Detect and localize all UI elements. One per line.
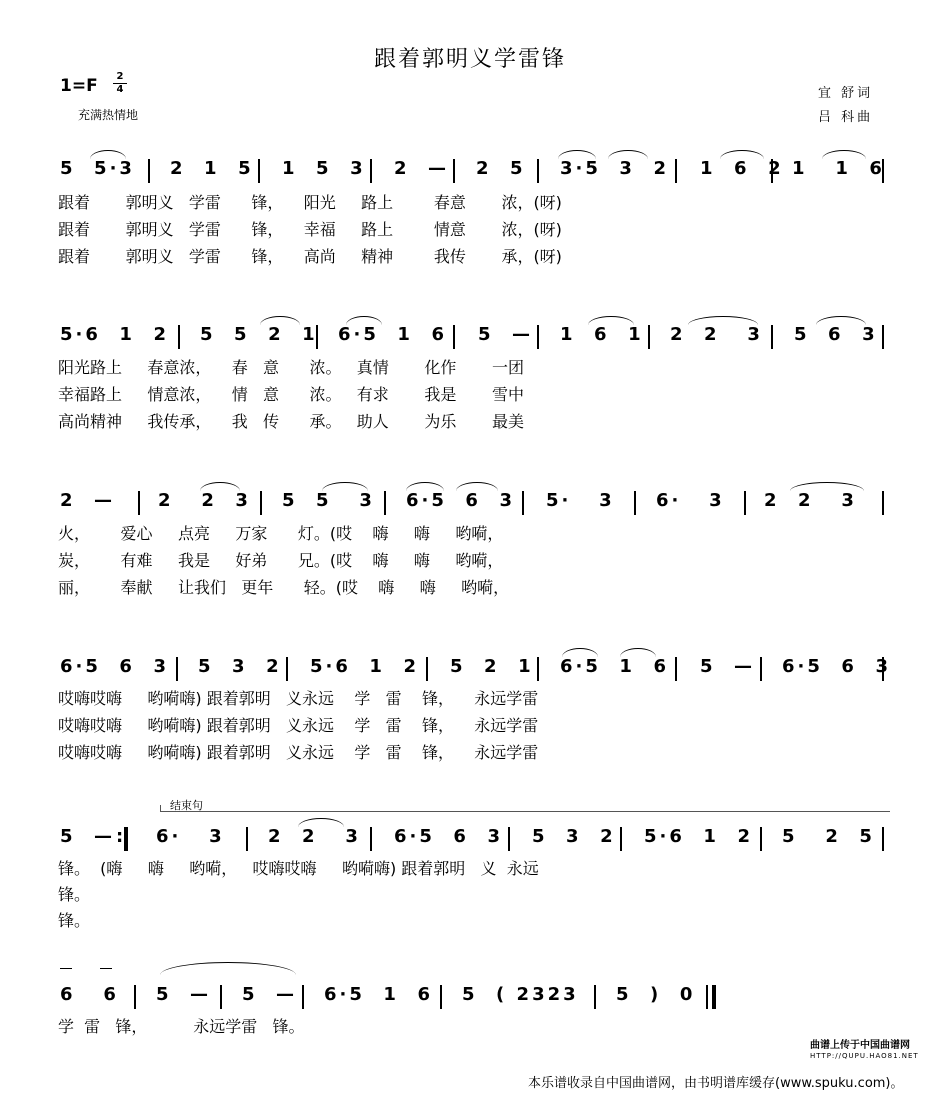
measure: 5 3 2	[532, 826, 616, 847]
measure: 6·5 6 3	[406, 490, 516, 511]
measure: 5 ( 2323	[462, 984, 579, 1005]
measure: 5 6 3	[794, 324, 878, 345]
score-row-3	[60, 490, 890, 520]
measure: 5 —	[60, 826, 116, 847]
ending-label: 结束句	[170, 799, 203, 812]
measure: 5 —	[156, 984, 212, 1005]
lyric-line: 跟着 郭明义 学雷 锋， 幸福 路上 情意 浓，(呀)	[58, 220, 562, 239]
measure: 1 1 6	[792, 158, 885, 179]
lyric-line: 高尚精神 我传承， 我 传 承。 助人 为乐 最美	[58, 412, 525, 431]
slur	[588, 316, 634, 325]
measure: 5 —	[700, 656, 756, 677]
upload-watermark	[810, 1040, 919, 1062]
measure: 6·5 6 3	[394, 826, 504, 847]
measure: 1 5 3	[282, 158, 366, 179]
slur	[562, 648, 598, 657]
measure: 2 —	[60, 490, 116, 511]
measure: 6 6	[60, 984, 119, 1005]
measure: 2 2 3	[268, 826, 361, 847]
slur	[90, 150, 126, 159]
measure: 5 —	[478, 324, 534, 345]
measure: 2 2 3	[670, 324, 763, 345]
measure: 2 2 3	[764, 490, 857, 511]
lyric-line: 跟着 郭明义 学雷 锋， 高尚 精神 我传 承，(呀)	[58, 247, 562, 266]
measure: 1 6 2	[700, 158, 784, 179]
measure: 5 ) 0	[616, 984, 696, 1005]
measure: 2 —	[394, 158, 450, 179]
slur	[322, 482, 368, 491]
source-note: 本乐谱收录自中国曲谱网，由书明谱库缓存(www.spuku.com)。	[528, 1076, 904, 1091]
measure: 6·5 6 3	[60, 656, 170, 677]
measure: 5 5·3	[60, 158, 135, 179]
slur	[558, 150, 596, 159]
slur	[620, 648, 656, 657]
measure: 6·5 1 6	[338, 324, 448, 345]
slur	[720, 150, 764, 159]
key-signature: 1=F	[60, 76, 98, 96]
score-row-5	[60, 826, 890, 856]
time-denominator: 4	[116, 84, 124, 95]
measure: 2 2 3	[158, 490, 251, 511]
slur	[260, 316, 300, 325]
measure: 5 2 1	[450, 656, 534, 677]
measure: 6·5 6 3	[782, 656, 892, 677]
slur	[608, 150, 648, 159]
score-row-1	[60, 158, 890, 188]
measure: 6· 3	[656, 490, 725, 511]
lyric-line: 火， 爱心 点亮 万家 灯。(哎 嗨 嗨 哟嗬，	[58, 524, 504, 543]
lyric-line: 锋。	[58, 885, 91, 904]
measure: 2 5	[476, 158, 526, 179]
measure: 5 5 2 1	[200, 324, 318, 345]
slur	[456, 482, 498, 491]
lyric-line: 丽， 奉献 让我们 更年 轻。(哎 嗨 嗨 哟嗬，	[58, 578, 510, 597]
lyric-line: 跟着 郭明义 学雷 锋， 阳光 路上 春意 浓，(呀)	[58, 193, 562, 212]
slur	[406, 482, 444, 491]
measure: 5 —	[242, 984, 298, 1005]
lyric-line: 哎嗨哎嗨 哟嗬嗨) 跟着郭明 义永远 学 雷 锋， 永远学雷	[58, 743, 539, 762]
slur	[790, 482, 864, 491]
measure: 2 1 5	[170, 158, 254, 179]
lyric-line: 炭， 有难 我是 好弟 兄。(哎 嗨 嗨 哟嗬，	[58, 551, 504, 570]
dash-marker	[100, 968, 112, 969]
slur	[346, 316, 382, 325]
ending-bracket-line	[160, 811, 890, 812]
measure: 5 5 3	[282, 490, 375, 511]
time-numerator: 2	[116, 71, 124, 82]
score-row-6	[60, 984, 890, 1014]
score-row-4	[60, 656, 890, 686]
lyric-line: 幸福路上 情意浓， 情 意 浓。 有求 我是 雪中	[58, 385, 525, 404]
repeat-dots: :	[116, 826, 124, 847]
measure: 5 2 5	[782, 826, 875, 847]
measure: 1 6 1	[560, 324, 644, 345]
slur	[200, 482, 240, 491]
measure: 5·6 1 2	[60, 324, 170, 345]
lyric-line: 锋。	[58, 911, 91, 930]
lyric-line: 阳光路上 春意浓， 春 意 浓。 真情 化作 一团	[58, 358, 525, 377]
measure: 3·5 3 2	[560, 158, 670, 179]
measure: 6·5 1 6	[560, 656, 670, 677]
measure: 6·5 1 6	[324, 984, 434, 1005]
lyricist-credit: 宜 舒词	[818, 86, 874, 101]
measure: 5 3 2	[198, 656, 282, 677]
lyric-line: 哎嗨哎嗨 哟嗬嗨) 跟着郭明 义永远 学 雷 锋， 永远学雷	[58, 716, 539, 735]
measure: 5·6 1 2	[644, 826, 754, 847]
score-row-2	[60, 324, 890, 354]
measure: 6· 3	[156, 826, 225, 847]
slur	[822, 150, 866, 159]
slur	[298, 818, 344, 827]
tie	[160, 962, 296, 975]
dash-marker	[60, 968, 72, 969]
slur	[688, 316, 758, 325]
lyric-line: 学 雷 锋， 永远学雷 锋。	[58, 1017, 305, 1036]
song-title: 跟着郭明义学雷锋	[373, 47, 566, 72]
measure: 5· 3	[546, 490, 615, 511]
slur	[816, 316, 866, 325]
time-signature	[113, 72, 127, 95]
lyric-line: 锋。 (嗨 嗨 哟嗬， 哎嗨哎嗨 哟嗬嗨) 跟着郭明 义 永远	[58, 859, 539, 878]
upload-url: HTTP://QUPU.HAO81.NET	[810, 1052, 919, 1060]
lyric-line: 哎嗨哎嗨 哟嗬嗨) 跟着郭明 义永远 学 雷 锋， 永远学雷	[58, 689, 539, 708]
composer-credit: 吕 科曲	[818, 110, 874, 125]
expression-marking: 充满热情地	[78, 108, 139, 122]
upload-note: 曲谱上传于中国曲谱网	[810, 1040, 910, 1051]
measure: 5·6 1 2	[310, 656, 420, 677]
